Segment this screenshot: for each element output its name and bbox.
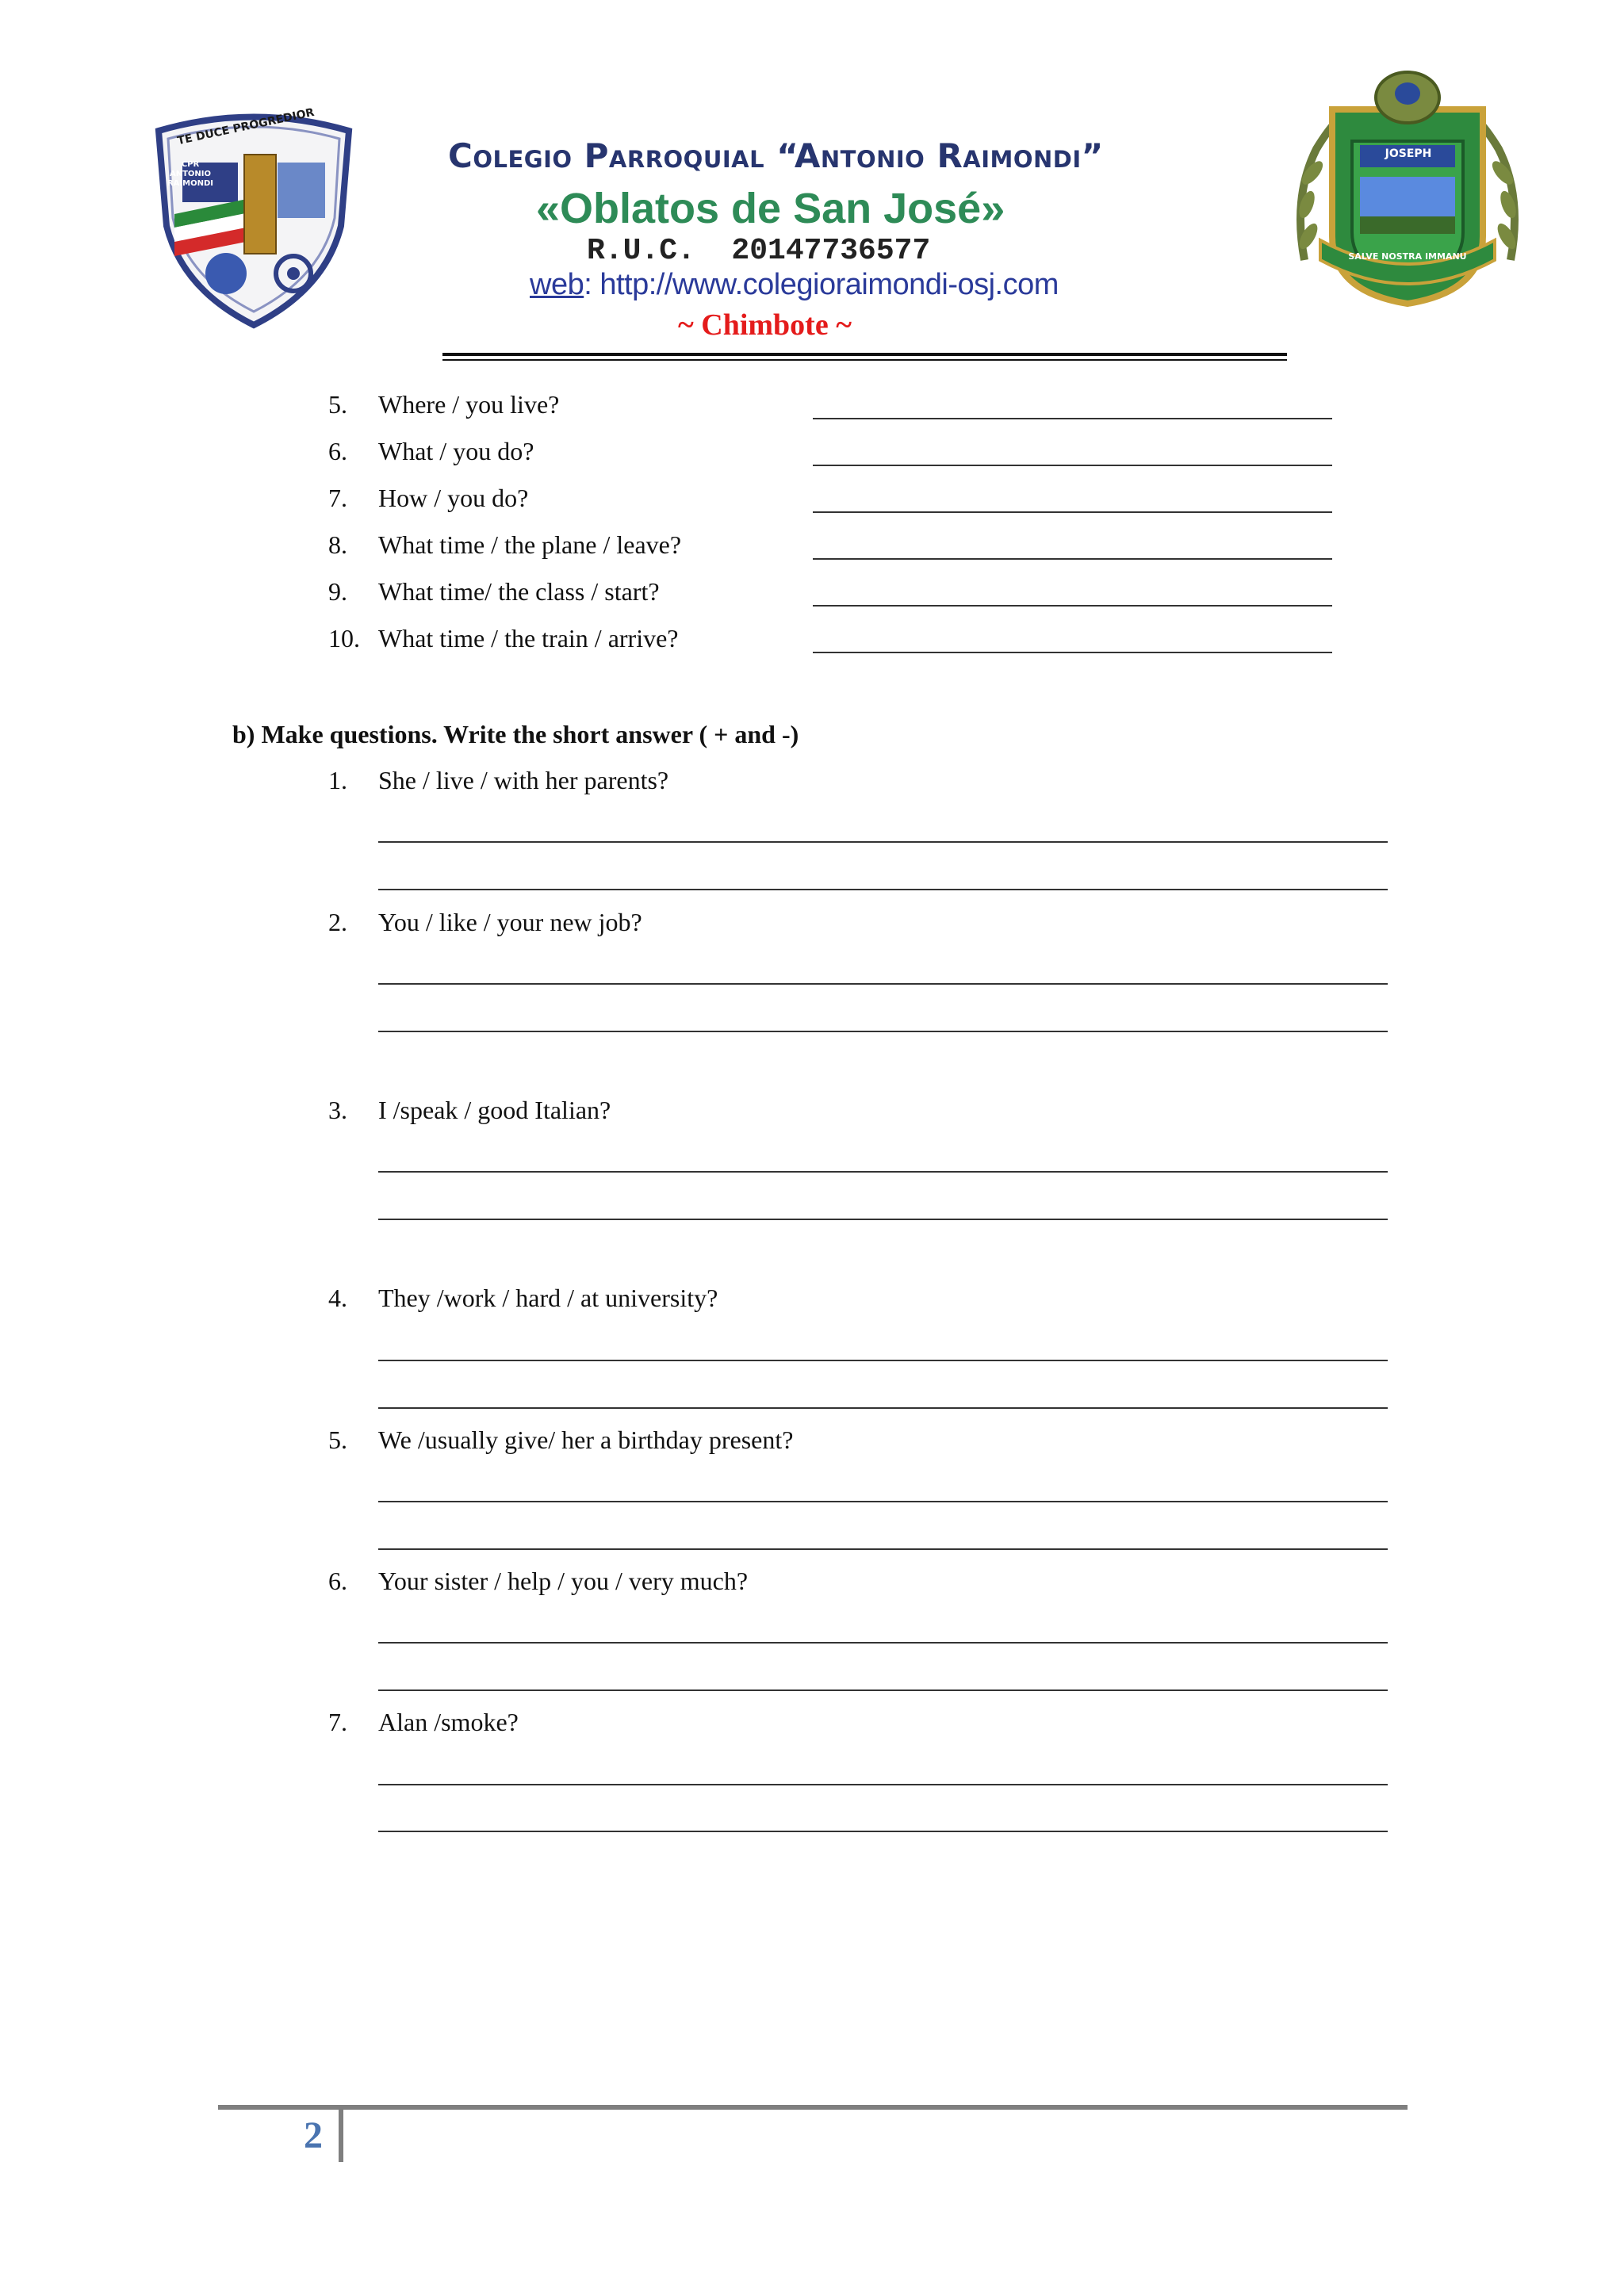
item-number: 6. [328, 437, 347, 465]
question-text: Your sister / help / you / very much? [378, 1567, 749, 1595]
item-number: 5. [328, 390, 347, 419]
answer-line[interactable] [378, 1407, 1388, 1409]
question-text: What time / the train / arrive? [378, 624, 679, 652]
question-text: Alan /smoke? [378, 1708, 519, 1736]
item-number: 3. [328, 1096, 347, 1124]
item-number: 4. [328, 1284, 347, 1312]
answer-line[interactable] [378, 1784, 1388, 1785]
question-text: Where / you live? [378, 390, 560, 419]
answer-line[interactable] [378, 1548, 1388, 1550]
item-number: 6. [328, 1567, 347, 1595]
question-text: What / you do? [378, 437, 534, 465]
footer-divider [339, 2110, 343, 2162]
header-rule-thick [442, 353, 1287, 356]
answer-line[interactable] [378, 1031, 1388, 1032]
city-name: ~ Chimbote ~ [678, 308, 852, 342]
question-text: We /usually give/ her a birthday present? [378, 1425, 794, 1454]
question-text: You / like / your new job? [378, 908, 642, 936]
answer-line[interactable] [378, 1501, 1388, 1502]
answer-line[interactable] [813, 605, 1332, 607]
website-line [530, 268, 1059, 302]
ruc-number: R.U.C. 20147736577 [587, 234, 931, 268]
answer-line[interactable] [378, 1219, 1388, 1220]
left-logo-text: CPR ANTONIO RAIMONDI [167, 160, 213, 188]
answer-line[interactable] [813, 511, 1332, 513]
item-number: 2. [328, 908, 347, 936]
school-name: Colegio Parroquial “Antonio Raimondi” [448, 136, 1104, 175]
question-text: How / you do? [378, 484, 529, 512]
emblem-banner-text: SALVE NOSTRA IMMANU [1348, 251, 1467, 262]
item-number: 7. [328, 1708, 347, 1736]
left-logo-motto: TE DUCE PROGREDIOR [176, 105, 316, 148]
item-number: 8. [328, 530, 347, 559]
oblates-coat-of-arms [1285, 62, 1530, 316]
religious-order: «Oblatos de San José» [536, 185, 1005, 232]
item-number: 5. [328, 1425, 347, 1454]
answer-line[interactable] [378, 1831, 1388, 1832]
item-number: 10. [328, 624, 360, 652]
question-text: I /speak / good Italian? [378, 1096, 611, 1124]
web-label[interactable]: web [530, 268, 584, 301]
web-url[interactable]: : http://www.colegioraimondi-osj.com [584, 268, 1059, 301]
item-number: 9. [328, 577, 347, 606]
answer-line[interactable] [813, 558, 1332, 560]
answer-line[interactable] [378, 889, 1388, 890]
answer-line[interactable] [378, 841, 1388, 843]
page-number: 2 [304, 2114, 323, 2156]
footer-rule [218, 2105, 1408, 2110]
answer-line[interactable] [813, 418, 1332, 419]
emblem-text: JOSEPH [1385, 147, 1432, 160]
answer-line[interactable] [378, 1689, 1388, 1691]
question-text: She / live / with her parents? [378, 766, 669, 794]
answer-line[interactable] [813, 465, 1332, 466]
question-text: They /work / hard / at university? [378, 1284, 718, 1312]
question-text: What time/ the class / start? [378, 577, 660, 606]
section-b-heading: b) Make questions. Write the short answer ( + and -) [232, 720, 799, 748]
item-number: 1. [328, 766, 347, 794]
header-rule-thin [442, 359, 1287, 361]
answer-line[interactable] [813, 652, 1332, 653]
answer-line[interactable] [378, 1171, 1388, 1173]
question-text: What time / the plane / leave? [378, 530, 682, 559]
answer-line[interactable] [378, 1360, 1388, 1361]
item-number: 7. [328, 484, 347, 512]
answer-line[interactable] [378, 1642, 1388, 1644]
answer-line[interactable] [378, 983, 1388, 985]
